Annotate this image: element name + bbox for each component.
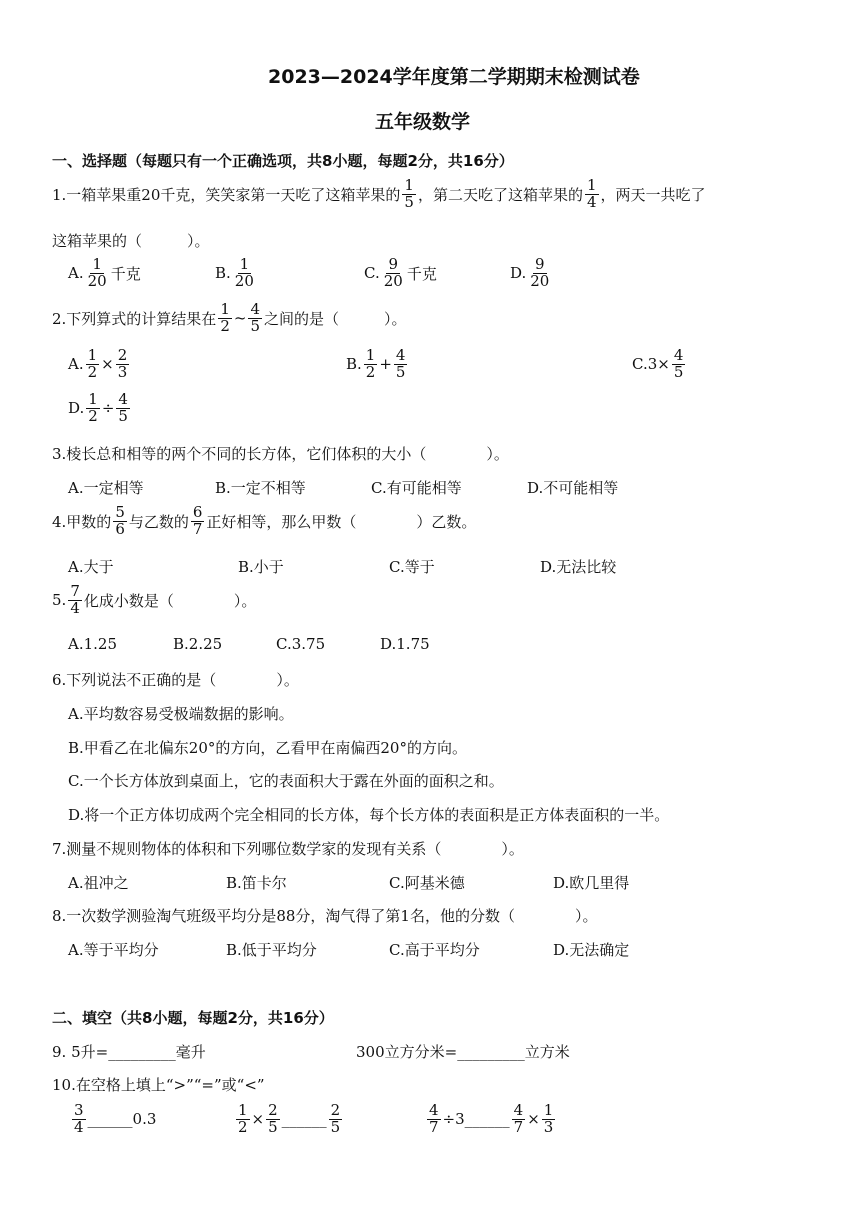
fraction: $\frac{1}{4}$: [586, 176, 597, 211]
question-9-right: 300立方分米=_________立方米: [356, 1043, 570, 1061]
question-4-stem: 4.甲数的 $\frac{5}{6}$ 与乙数的 $\frac{6}{7}$ 正好相等，那么甲数（ ）乙数。: [52, 503, 477, 538]
option-7a: A.祖冲之: [68, 874, 129, 892]
option-7d: D.欧几里得: [553, 874, 630, 892]
question-7-stem: 7.测量不规则物体的体积和下列哪位数学家的发现有关系（ ）。: [52, 840, 524, 858]
option-4b: B.小于: [238, 558, 284, 576]
section-heading-choice: 一、选择题（每题只有一个正确选项，共8小题，每题2分，共16分）: [52, 152, 514, 170]
exam-subtitle: 五年级数学: [375, 111, 471, 133]
option-8d: D.无法确定: [553, 941, 630, 959]
option-2c: C.3× $\frac{4}{5}$: [632, 346, 684, 381]
option-1b: B. $\frac{1}{20}$: [215, 255, 254, 290]
option-3b: B.一定不相等: [215, 479, 306, 497]
option-4c: C.等于: [389, 558, 435, 576]
option-7b: B.笛卡尔: [226, 874, 287, 892]
question-1-stem-cont: 这箱苹果的（ ）。: [52, 232, 210, 250]
question-1-stem: 1.一箱苹果重20千克，笑笑家第一天吃了这箱苹果的 $\frac{1}{5}$ ，第二天吃了这箱苹果的 $\frac{1}{4}$ ，两天一共吃了: [52, 176, 706, 211]
option-5d: D.1.75: [380, 635, 430, 653]
option-4d: D.无法比较: [540, 558, 617, 576]
section-heading-fill: 二、填空（共8小题，每题2分，共16分）: [52, 1009, 334, 1027]
option-5a: A.1.25: [68, 635, 117, 653]
option-8a: A.等于平均分: [68, 941, 159, 959]
option-8b: B.低于平均分: [226, 941, 317, 959]
question-3-stem: 3.棱长总和相等的两个不同的长方体，它们体积的大小（ ）。: [52, 445, 509, 463]
question-2-stem: 2.下列算式的计算结果在 $\frac{1}{2}$ ~ $\frac{4}{5}$ 之间的是（ ）。: [52, 300, 407, 335]
option-3c: C.有可能相等: [371, 479, 462, 497]
option-1a: A. $\frac{1}{20}$ 千克: [68, 255, 141, 290]
question-9-left: 9. 5升=_________毫升: [52, 1043, 206, 1061]
compare-item-b: $\frac{1}{2}$ × $\frac{2}{5}$ ______ $\frac{2}{5}$: [238, 1101, 341, 1136]
option-3a: A.一定相等: [68, 479, 144, 497]
option-6b: B.甲看乙在北偏东20°的方向，乙看甲在南偏西20°的方向。: [68, 739, 467, 757]
question-10-stem: 10.在空格上填上“>”“=”或“<”: [52, 1076, 265, 1094]
compare-item-a: $\frac{3}{4}$ ______0.3: [74, 1101, 157, 1136]
option-3d: D.不可能相等: [527, 479, 619, 497]
fraction: $\frac{1}{5}$: [404, 176, 414, 211]
option-2b: B. $\frac{1}{2}$ + $\frac{4}{5}$: [346, 346, 406, 381]
option-1c: C. $\frac{9}{20}$ 千克: [364, 255, 437, 290]
exam-title: 2023—2024学年度第二学期期末检测试卷: [268, 66, 640, 88]
option-5b: B.2.25: [173, 635, 223, 653]
option-7c: C.阿基米德: [389, 874, 465, 892]
option-6d: D.将一个正方体切成两个完全相同的长方体，每个长方体的表面积是正方体表面积的一半。: [68, 806, 670, 824]
option-2d: D. $\frac{1}{2}$ ÷ $\frac{4}{5}$: [68, 390, 128, 425]
question-5-stem: 5. $\frac{7}{4}$ 化成小数是（ ）。: [52, 582, 257, 617]
compare-item-c: $\frac{4}{7}$ ÷3 ______ $\frac{4}{7}$ × $\frac{1}{3}$: [429, 1101, 554, 1136]
option-2a: A. $\frac{1}{2}$ × $\frac{2}{3}$: [68, 346, 128, 381]
option-6a: A.平均数容易受极端数据的影响。: [68, 705, 294, 723]
option-8c: C.高于平均分: [389, 941, 480, 959]
question-8-stem: 8.一次数学测验淘气班级平均分是88分，淘气得了第1名，他的分数（ ）。: [52, 907, 598, 925]
option-6c: C.一个长方体放到桌面上，它的表面积大于露在外面的面积之和。: [68, 772, 504, 790]
option-5c: C.3.75: [276, 635, 326, 653]
option-4a: A.大于: [68, 558, 114, 576]
question-6-stem: 6.下列说法不正确的是（ ）。: [52, 671, 299, 689]
option-1d: D. $\frac{9}{20}$: [510, 255, 550, 290]
